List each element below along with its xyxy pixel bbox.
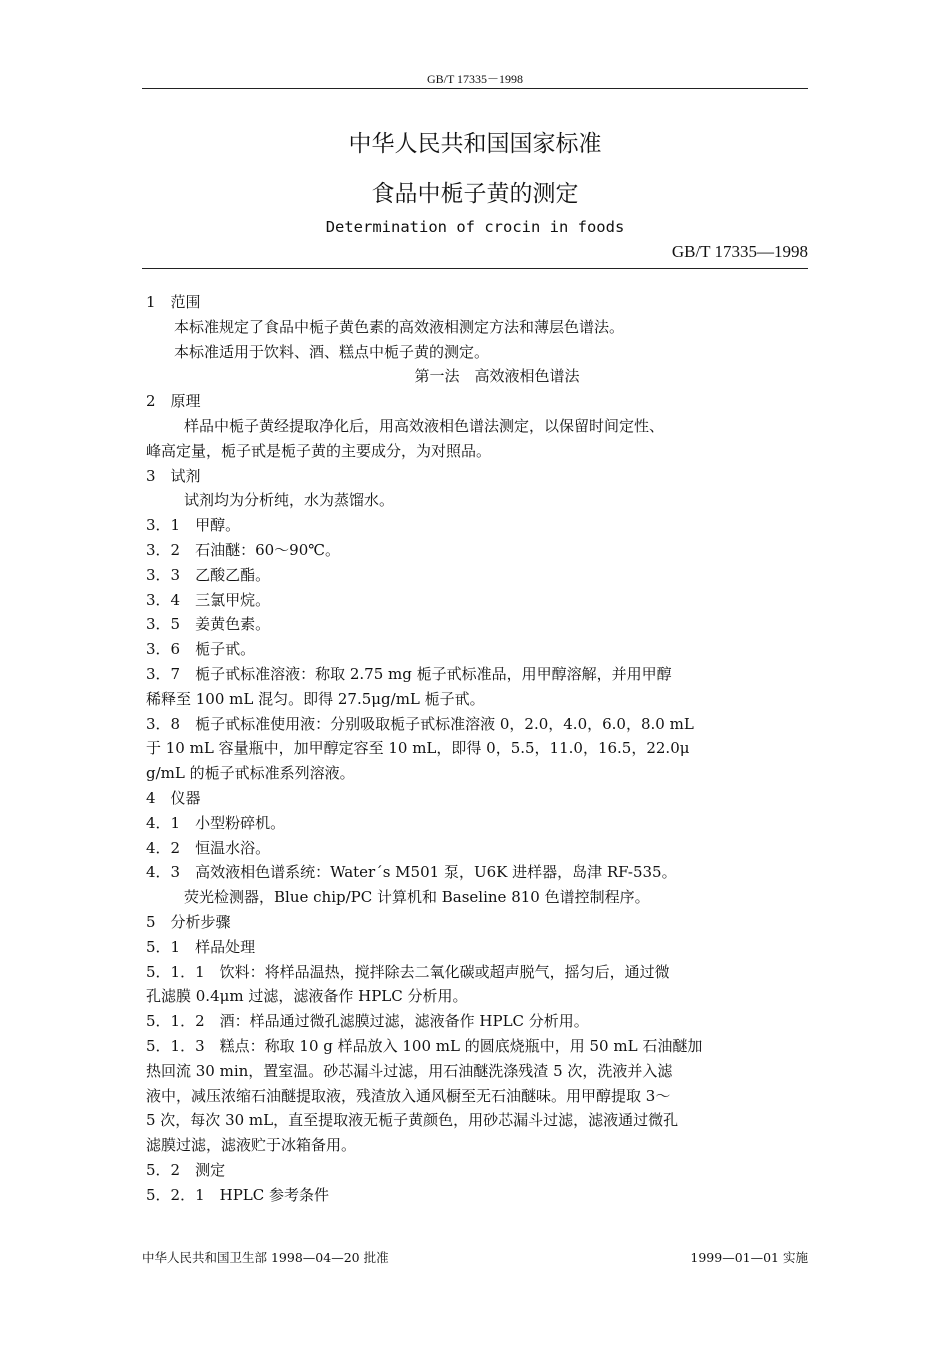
- document-title: 食品中栀子黄的测定: [371, 181, 579, 207]
- title-divider: [142, 268, 808, 269]
- body-line: 5 分析步骤: [146, 912, 231, 931]
- body-line: 3．5 姜黄色素。: [146, 615, 271, 634]
- body-line: 3．6 栀子甙。: [146, 640, 256, 659]
- body-line: 4．3 高效液相色谱系统：Water΄s M501 泵，U6K 进样器，岛津 RF-535。: [146, 863, 677, 882]
- body-line: 峰高定量，栀子甙是栀子黄的主要成分，为对照品。: [146, 441, 492, 460]
- body-line: 3．8 栀子甙标准使用液：分别吸取栀子甙标准溶液 0，2.0，4.0，6.0，8.0 mL: [146, 714, 694, 733]
- body-line: 样品中栀子黄经提取净化后，用高效液相色谱法测定，以保留时间定性、: [184, 416, 665, 435]
- method-heading: 第一法 高效液相色谱法: [414, 367, 580, 386]
- body-line: 3．3 乙酸乙酯。: [146, 565, 271, 584]
- body-line: 荧光检测器，Blue chip/PC 计算机和 Baseline 810 色谱控制程序。: [184, 888, 650, 907]
- body-line: g/mL 的栀子甙标准系列溶液。: [146, 764, 355, 783]
- body-line: 3．2 石油醚：60～90℃。: [146, 540, 341, 559]
- body-line: 4 仪器: [146, 788, 201, 807]
- body-line: 2 原理: [146, 392, 201, 411]
- body-line: 液中，减压浓缩石油醚提取液，残渣放入通风橱至无石油醚味。用甲醇提取 3～: [146, 1086, 671, 1105]
- body-line: 孔滤膜 0.4μm 过滤，滤液备作 HPLC 分析用。: [146, 987, 468, 1006]
- body-line: 4．1 小型粉碎机。: [146, 813, 286, 832]
- body-line: 1 范围: [146, 293, 201, 311]
- national-standard-title: 中华人民共和国国家标准: [348, 131, 602, 157]
- body-line: 5．2．1 HPLC 参考条件: [146, 1185, 330, 1204]
- body-line: 5 次，每次 30 mL，直至提取液无栀子黄颜色，用砂芯漏斗过滤，滤液通过微孔: [146, 1111, 679, 1130]
- body-line: 5．1 样品处理: [146, 937, 256, 956]
- body-line: 本标准规定了食品中栀子黄色素的高效液相测定方法和薄层色谱法。: [174, 317, 625, 336]
- body-line: 5．1．2 酒：样品通过微孔滤膜过滤，滤液备作 HPLC 分析用。: [146, 1012, 589, 1031]
- body-line: 5．1．1 饮料：将样品温热，搅拌除去二氧化碳或超声脱气，摇匀后，通过微: [146, 962, 670, 981]
- effective-date: 1999—01—01 实施: [690, 1250, 808, 1265]
- body-line: 3．7 栀子甙标准溶液：称取 2.75 mg 栀子甙标准品，用甲醇溶解，并用甲醇: [146, 664, 672, 683]
- body-line: 3．4 三氯甲烷。: [146, 590, 271, 609]
- body-line: 本标准适用于饮料、酒、糕点中栀子黄的测定。: [174, 342, 490, 361]
- body-line: 3．1 甲醇。: [146, 516, 241, 535]
- body-line: 5．2 测定: [146, 1160, 226, 1179]
- english-title: Determination of crocin in foods: [325, 218, 625, 236]
- body-line: 3 试剂: [146, 466, 201, 485]
- body-line: 稀释至 100 mL 混匀。即得 27.5μg/mL 栀子甙。: [146, 689, 485, 708]
- running-header-code: GB/T 17335－1998: [426, 72, 524, 86]
- body-line: 于 10 mL 容量瓶中，加甲醇定容至 10 mL，即得 0，5.5，11.0，16.5，22.0μ: [146, 739, 690, 758]
- document-body: [146, 290, 808, 1207]
- standard-number: GB/T 17335—1998: [671, 242, 808, 261]
- approval-note: 中华人民共和国卫生部 1998—04—20 批准: [142, 1250, 389, 1265]
- body-line: 4．2 恒温水浴。: [146, 838, 271, 857]
- body-line: 试剂均为分析纯，水为蒸馏水。: [184, 491, 395, 510]
- header-divider: [142, 88, 808, 89]
- body-line: 滤膜过滤，滤液贮于冰箱备用。: [146, 1136, 357, 1155]
- body-line: 热回流 30 min，置室温。砂芯漏斗过滤，用石油醚洗涤残渣 5 次，洗液并入滤: [146, 1061, 673, 1080]
- body-line: 5．1．3 糕点：称取 10 g 样品放入 100 mL 的圆底烧瓶中，用 50 mL 石油醚加: [146, 1036, 703, 1055]
